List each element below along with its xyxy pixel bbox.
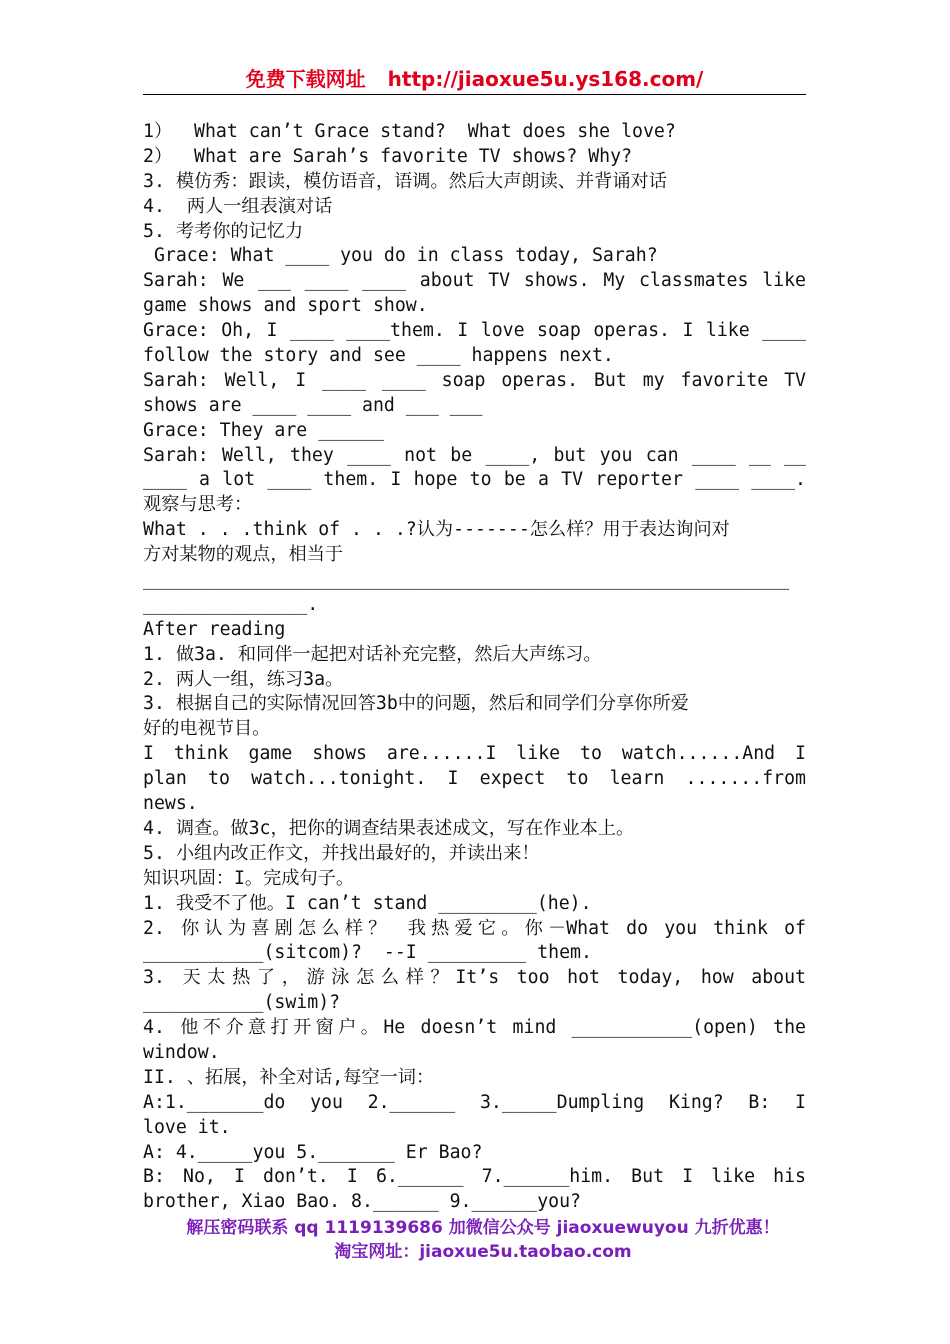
text-line: window. — [143, 1041, 220, 1063]
text-line: 1. 我受不了他。I can’t stand _________(he). — [143, 892, 592, 914]
header-site-label: 免费下载网址 — [245, 67, 366, 91]
text-line: What . . .think of . . .?认为-------怎么样？用于表达询问对 — [143, 519, 730, 541]
text-line: game shows and sport show. — [143, 295, 428, 317]
text-line: 1） What can’t Grace stand? What does she love? — [143, 121, 676, 142]
text-line: 4. 两人一组表演对话 — [143, 195, 333, 217]
text-line: II. 、拓展，补全对话,每空一词： — [143, 1066, 435, 1088]
text-line: 5. 小组内改正作文，并找出最好的，并读出来！ — [143, 842, 540, 864]
text-line: 知识巩固：I。完成句子。 — [143, 867, 355, 889]
text-line: brother, Xiao Bao. 8.______ 9.______you? — [143, 1191, 581, 1213]
text-line: shows are ____ ____ and ___ ___ — [143, 394, 483, 416]
text-line: 2. 你认为喜剧怎么样？ 我热爱它。你－What do you think of — [143, 917, 806, 939]
text-line: 2. 两人一组，练习3a。 — [143, 668, 344, 690]
text-line: follow the story and see ____ happens next. — [143, 345, 614, 367]
footer-contact-line: 解压密码联系 qq 1119139686 加微信公众号 jiaoxuewuyou 九折优惠！ — [186, 1218, 780, 1238]
text-line: Sarah: Well, I ____ ____ soap operas. But my favorite TV — [143, 369, 806, 391]
page-header — [143, 64, 806, 94]
text-line: 2） What are Sarah’s favorite TV shows? Why? — [143, 145, 633, 167]
text-line: Grace: Oh, I ____ ____them. I love soap operas. I like ____ — [143, 320, 806, 342]
document-body — [143, 120, 806, 1215]
text-line: _______________. — [143, 593, 319, 615]
text-line: B: No, I don’t. I 6.______ 7.______him. But I like his — [143, 1166, 806, 1188]
text-line: 3. 根据自己的实际情况回答3b中的问题，然后和同学们分享你所爱 — [143, 693, 689, 715]
text-line: 4. 调查。做3c，把你的调查结果表述成文，写在作业本上。 — [143, 817, 635, 839]
page-footer — [143, 1216, 823, 1264]
text-line: 1. 做3a. 和同伴一起把对话补充完整，然后大声练习。 — [143, 643, 602, 665]
text-line: ___________(swim)? — [143, 992, 341, 1014]
text-line: 4. 他不介意打开窗户。He doesn’t mind ___________(open) the — [143, 1017, 806, 1039]
text-line: 3. 模仿秀：跟读，模仿语音，语调。然后大声朗读、并背诵对话 — [143, 170, 667, 192]
header-url-link[interactable]: http://jiaoxue5u.ys168.com/ — [387, 67, 704, 91]
text-line: A: 4._____you 5._______ Er Bao? — [143, 1141, 483, 1163]
text-line: 方对某物的观点，相当于 — [143, 544, 344, 566]
text-line: ___________________________________________________________ — [143, 569, 790, 591]
text-line: 5. 考考你的记忆力 — [143, 220, 304, 242]
header-divider — [143, 94, 806, 95]
footer-shop-link[interactable]: 淘宝网址：jiaoxue5u.taobao.com — [334, 1242, 632, 1262]
text-line: ___________(sitcom)? --I _________ them. — [143, 942, 592, 964]
text-line: 观察与思考： — [143, 494, 253, 516]
text-line: A:1._______do you 2.______ 3._____Dumpling King? B: I — [143, 1091, 806, 1113]
text-line: 3. 天太热了，游泳怎么样？It’s too hot today, how about — [143, 967, 806, 989]
text-line: love it. — [143, 1116, 231, 1138]
text-line: plan to watch...tonight. I expect to learn .......from — [143, 768, 806, 790]
text-line: news. — [143, 793, 198, 815]
text-line: ____ a lot ____ them. I hope to be a TV reporter ____ ____. — [143, 469, 806, 491]
text-line: Sarah: Well, they ____ not be ____, but you can ____ __ __ — [143, 444, 806, 466]
text-line: After reading — [143, 618, 286, 640]
text-line: I think game shows are......I like to watch......And I — [143, 743, 806, 765]
text-line: Grace: They are ______ — [143, 419, 384, 441]
text-line: Grace: What ____ you do in class today, Sarah? — [143, 245, 658, 267]
text-line: Sarah: We ___ ____ ____ about TV shows. My classmates like — [143, 270, 806, 292]
text-line: 好的电视节目。 — [143, 718, 271, 740]
